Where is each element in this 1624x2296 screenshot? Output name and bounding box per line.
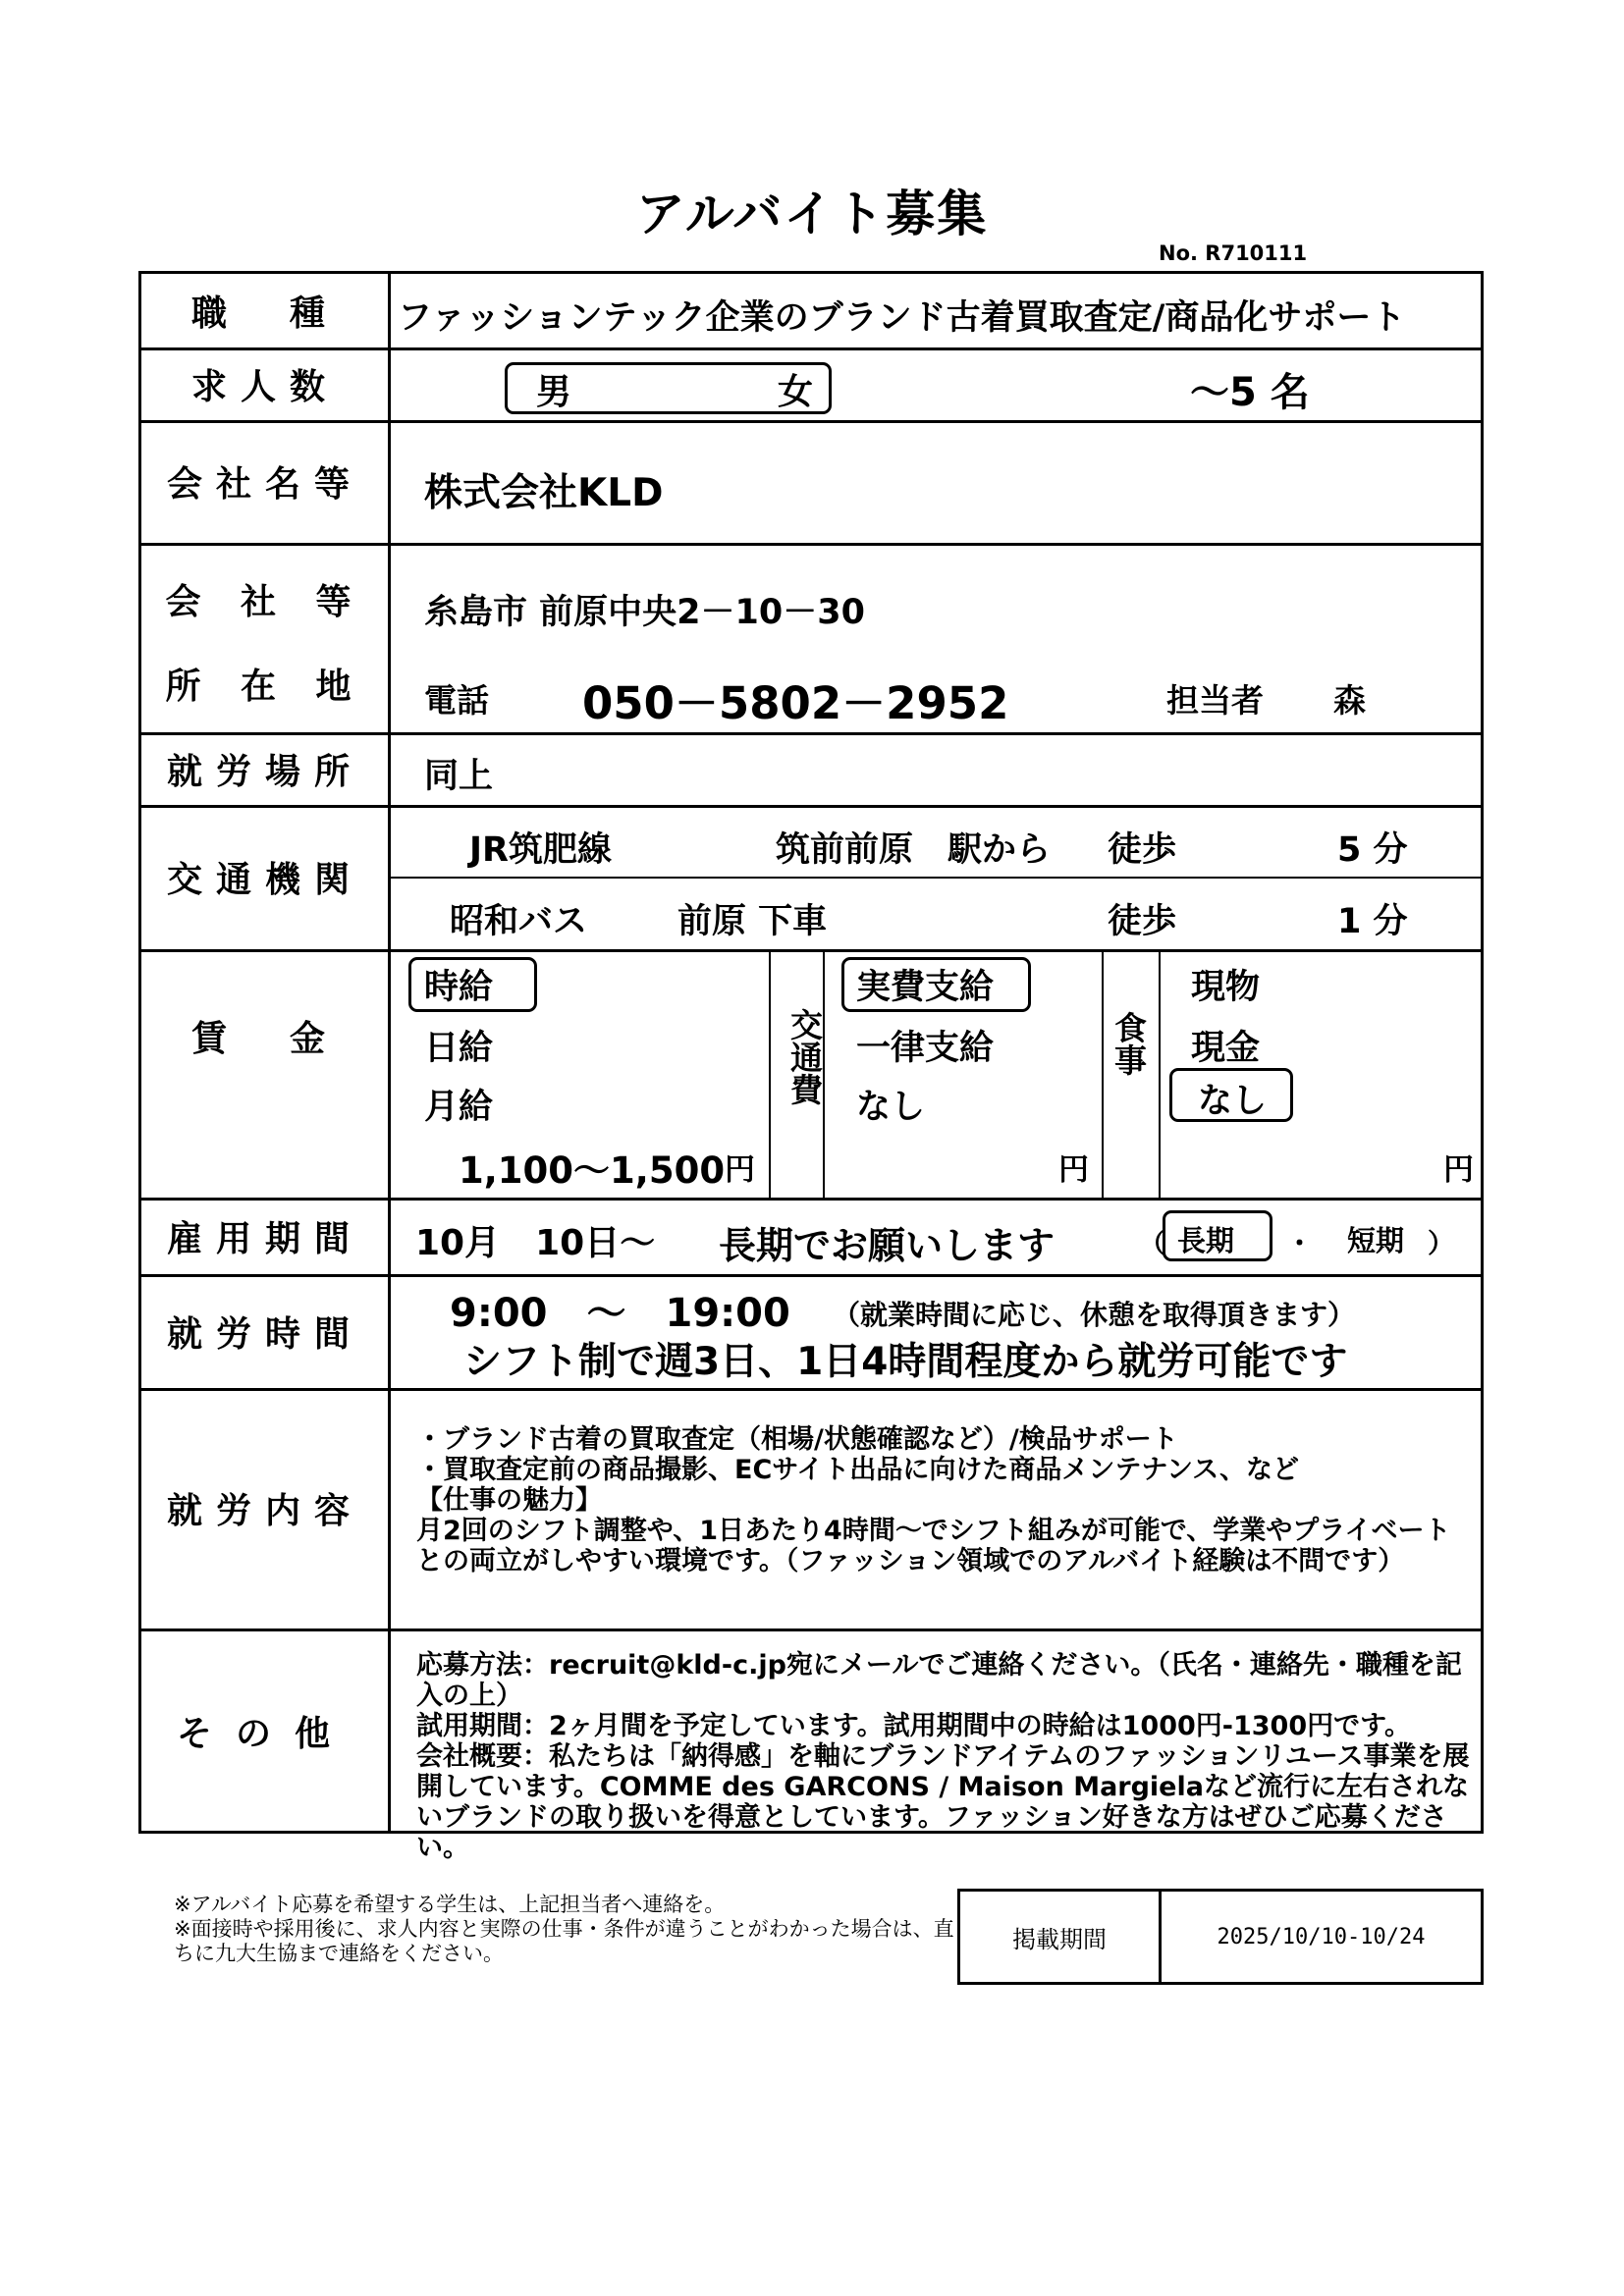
row-divider	[138, 543, 1484, 546]
period-short: 短期	[1347, 1224, 1405, 1257]
phone-number: 050－5802－2952	[582, 677, 1009, 729]
wage-daily: 日給	[424, 1029, 494, 1068]
wage-yen: 円	[725, 1152, 755, 1188]
transport-line-2: 昭和バス	[450, 902, 588, 941]
transport-minutes-1: 5 分	[1337, 830, 1408, 870]
transport-walk-2: 徒歩	[1108, 902, 1177, 941]
duties-content	[416, 1424, 1473, 1576]
commute-yen: 円	[1058, 1152, 1089, 1188]
hours-shift: シフト制で週3日、1日4時間程度から就労可能です	[463, 1340, 1348, 1384]
transport-station-1: 筑前前原 駅から	[776, 830, 1052, 870]
document-number: No. R710111	[1159, 241, 1308, 265]
other-line: 試用期間：2ヶ月間を予定しています。試用期間中の時給は1000円-1300円です。	[416, 1711, 1411, 1741]
posting-period: 2025/10/10-10/24	[1217, 1924, 1426, 1949]
transport-minutes-2: 1 分	[1337, 902, 1408, 941]
female-option: 女	[778, 372, 814, 412]
commute-none: なし	[856, 1088, 926, 1127]
period-dot: ・	[1286, 1229, 1313, 1259]
wage-amount: 1,100～1,500	[459, 1149, 726, 1192]
transport-station-2: 前原 下車	[677, 902, 828, 941]
workplace-value: 同上	[424, 757, 494, 796]
transport-line-1: JR筑肥線	[469, 830, 612, 870]
period-close-paren: ）	[1428, 1229, 1454, 1259]
other-content	[416, 1650, 1477, 1863]
contact-name: 森	[1333, 681, 1366, 720]
job-type-value: ファッションテック企業のブランド古着買取査定/商品化サポート	[398, 298, 1406, 338]
other-label: その他	[176, 1714, 353, 1754]
row-divider	[138, 949, 1484, 952]
wage-divider	[769, 949, 771, 1198]
contact-label: 担当者	[1166, 681, 1264, 720]
period-open-paren: （	[1139, 1229, 1165, 1259]
commute-label: 交通費	[785, 1008, 824, 1105]
posting-label: 掲載期間	[1012, 1925, 1107, 1953]
period-label: 雇用期間	[166, 1218, 363, 1259]
address: 糸島市 前原中央2－10－30	[424, 593, 865, 632]
duty-line: ・買取査定前の商品撮影、ECサイト出品に向けた商品メンテナンス、など	[416, 1455, 1300, 1485]
wage-divider	[1159, 949, 1161, 1198]
openings-count: ～5 名	[1190, 370, 1310, 415]
meal-goods: 現物	[1191, 968, 1261, 1007]
openings-label: 求人数	[190, 366, 339, 407]
male-option: 男	[536, 372, 572, 412]
footer-note: ※面接時や採用後に、求人内容と実際の仕事・条件が違うことがわかった場合は、直ちに九大生協まで連絡をください。	[174, 1917, 954, 1965]
location-label-2: 所 在 地	[165, 666, 365, 707]
job-type-label: 職 種	[190, 294, 339, 334]
phone-label: 電話	[424, 681, 489, 720]
commute-flat: 一律支給	[856, 1029, 995, 1068]
commute-actual: 実費支給	[856, 968, 995, 1007]
wage-label: 賃 金	[190, 1018, 339, 1059]
location-label-1: 会 社 等	[165, 581, 365, 622]
duty-line: ・ブランド古着の買取査定（相場/状態確認など）/検品サポート	[416, 1424, 1178, 1455]
hours-note: （就業時間に応じ、休憩を取得頂きます）	[833, 1299, 1356, 1331]
meal-label: 食事	[1110, 1011, 1148, 1076]
workplace-label: 就労場所	[166, 751, 363, 792]
period-long: 長期	[1177, 1224, 1235, 1257]
meal-cash: 現金	[1191, 1029, 1261, 1068]
company-label: 会社名等	[166, 464, 363, 505]
meal-yen: 円	[1443, 1152, 1474, 1188]
duty-line: 【仕事の魅力】	[416, 1485, 602, 1516]
transport-divider	[388, 877, 1484, 879]
period-start: 10月 10日～	[415, 1223, 656, 1263]
footer-notes	[174, 1893, 959, 1966]
transport-label: 交通機関	[166, 860, 363, 900]
period-description: 長期でお願いします	[719, 1224, 1056, 1267]
duties-label: 就労内容	[166, 1491, 363, 1531]
wage-hourly: 時給	[424, 968, 494, 1007]
hours-time: 9:00 ～ 19:00	[450, 1291, 790, 1336]
duty-line: 月2回のシフト調整や、1日あたり4時間～でシフト組みが可能で、学業やプライベートとの両立がしやすい環境です。（ファッション領域でのアルバイト経験は不問です）	[416, 1516, 1451, 1576]
meal-none: なし	[1198, 1082, 1268, 1121]
footer-note: ※アルバイト応募を希望する学生は、上記担当者へ連絡を。	[174, 1893, 726, 1916]
other-line: 応募方法：recruit@kld-c.jp宛にメールでご連絡ください。（氏名・連絡先・職種を記入の上）	[416, 1650, 1462, 1711]
wage-monthly: 月給	[424, 1088, 494, 1127]
transport-walk-1: 徒歩	[1108, 830, 1177, 870]
company-name: 株式会社KLD	[424, 471, 664, 515]
other-line: 会社概要：私たちは「納得感」を軸にブランドアイテムのファッションリユース事業を展開しています。COMME des GARCONS / Maison Margielaなど流行に左右されないブランドの取り扱いを得意としています。ファッション好きな方はぜひご応募ください。	[416, 1741, 1470, 1863]
hours-label: 就労時間	[166, 1313, 363, 1355]
page-title: アルバイト募集	[635, 186, 989, 242]
